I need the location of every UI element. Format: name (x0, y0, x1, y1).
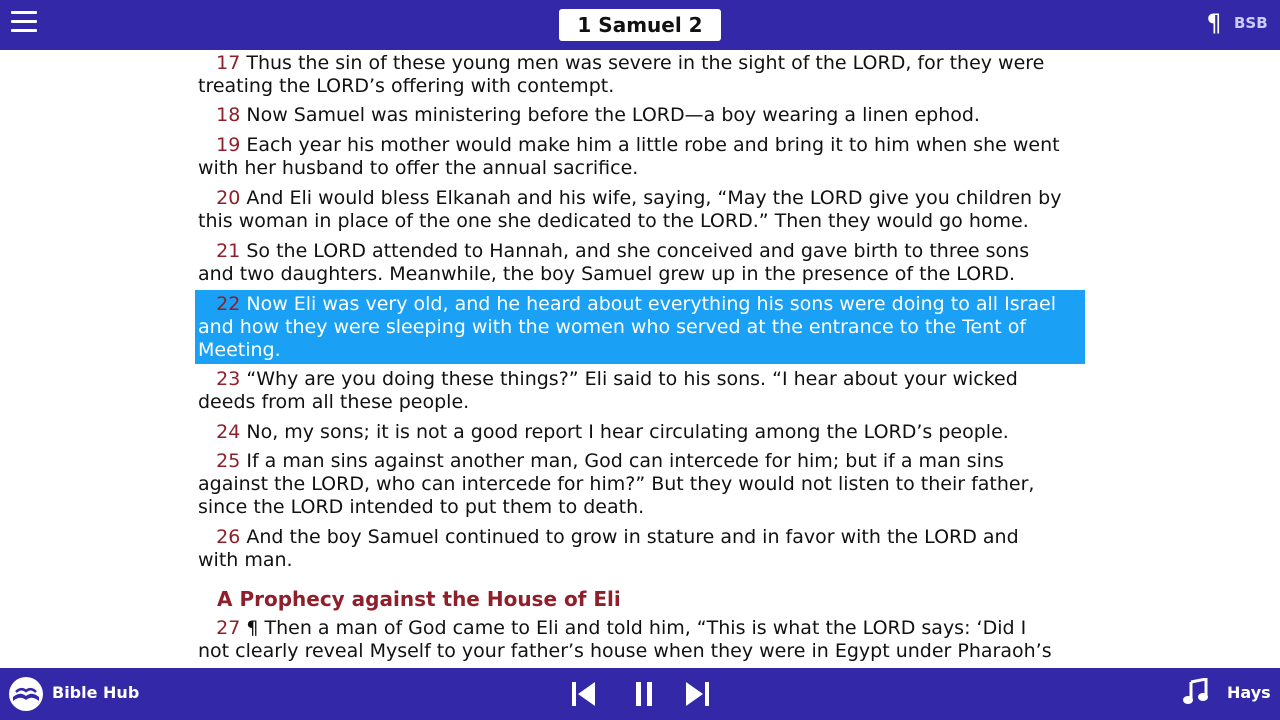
verse-text: Now Samuel was ministering before the LORD—a boy wearing a linen ephod. (240, 104, 980, 126)
verse-line: since the LORD intended to put them to death. (198, 496, 645, 518)
verse-line: not clearly reveal Myself to your father’s house when they were in Egypt under Pharaoh’s (198, 640, 1052, 662)
verse-number: 19 (216, 134, 241, 156)
verse-line (198, 526, 1082, 549)
bottom-bar (0, 668, 1280, 720)
verse-line: deeds from all these people. (198, 391, 470, 413)
music-note-icon[interactable] (1182, 678, 1208, 706)
verse-number: 27 (216, 617, 241, 639)
verse-line (198, 617, 1082, 640)
verse-number: 22 (216, 293, 241, 315)
verse-26[interactable] (195, 526, 1085, 572)
verse-text: “Why are you doing these things?” Eli said to his sons. “I hear about your wicked (240, 368, 1018, 390)
verse-number: 26 (216, 526, 241, 548)
verse-24[interactable] (195, 421, 1085, 444)
verse-line: with man. (198, 549, 293, 571)
verse-text: Each year his mother would make him a little robe and bring it to him when she went (240, 134, 1060, 156)
top-bar (0, 0, 1280, 50)
section-heading: A Prophecy against the House of Eli (217, 587, 621, 611)
verse-line (198, 450, 1082, 473)
verse-text: Now Eli was very old, and he heard about everything his sons were doing to all Israel (240, 293, 1057, 315)
verse-number: 18 (216, 104, 241, 126)
verse-line: Meeting. (198, 339, 281, 361)
verse-line: and two daughters. Meanwhile, the boy Samuel grew up in the presence of the LORD. (198, 263, 1016, 285)
verse-line: this woman in place of the one she dedicated to the LORD.” Then they would go home. (198, 210, 1029, 232)
verse-22-highlighted[interactable] (195, 290, 1085, 364)
verse-number: 24 (216, 421, 241, 443)
verse-text: So the LORD attended to Hannah, and she conceived and gave birth to three sons (240, 240, 1030, 262)
verse-20[interactable] (195, 187, 1085, 233)
chapter-text[interactable] (0, 50, 1280, 668)
verse-line (198, 187, 1082, 210)
version-selector-button[interactable]: BSB (1234, 14, 1268, 32)
verse-number: 23 (216, 368, 241, 390)
verse-19[interactable] (195, 134, 1085, 180)
verse-17[interactable] (195, 52, 1085, 98)
hamburger-menu-icon[interactable] (11, 11, 37, 33)
verse-18[interactable] (195, 104, 1085, 127)
chapter-title-button[interactable]: 1 Samuel 2 (559, 9, 721, 41)
verse-text: And Eli would bless Elkanah and his wife, saying, “May the LORD give you children by (240, 187, 1062, 209)
verse-21[interactable] (195, 240, 1085, 286)
verse-line: with her husband to offer the annual sacrifice. (198, 157, 639, 179)
verse-line (198, 52, 1082, 75)
verse-text: And the boy Samuel continued to grow in stature and in favor with the LORD and (240, 526, 1019, 548)
verse-line: treating the LORD’s offering with contempt. (198, 75, 615, 97)
verse-line (198, 134, 1082, 157)
verse-line: and how they were sleeping with the women who served at the entrance to the Tent of (198, 316, 1027, 338)
verse-25[interactable] (195, 450, 1085, 519)
verse-line: against the LORD, who can intercede for him?” But they would not listen to their father, (198, 473, 1035, 495)
verse-23[interactable] (195, 368, 1085, 414)
verse-line (198, 104, 1082, 127)
bible-hub-logo-icon[interactable] (8, 676, 44, 712)
narrator-selector[interactable]: Hays (1227, 683, 1271, 702)
verse-text: If a man sins against another man, God can intercede for him; but if a man sins (240, 450, 1004, 472)
verse-text: Thus the sin of these young men was severe in the sight of the LORD, for they were (240, 52, 1045, 74)
verse-27[interactable] (195, 617, 1085, 663)
verse-number: 21 (216, 240, 241, 262)
paragraph-toggle-button[interactable]: ¶ (1206, 9, 1222, 37)
skip-back-icon[interactable] (570, 680, 598, 708)
pause-icon[interactable] (630, 680, 658, 708)
verse-number: 17 (216, 52, 241, 74)
verse-line (198, 368, 1082, 391)
verse-line (198, 421, 1082, 444)
skip-forward-icon[interactable] (683, 680, 711, 708)
verse-line (198, 240, 1082, 263)
verse-text: No, my sons; it is not a good report I hear circulating among the LORD’s people. (240, 421, 1009, 443)
bible-hub-link[interactable]: Bible Hub (52, 683, 140, 702)
verse-number: 25 (216, 450, 241, 472)
verse-line (198, 293, 1082, 316)
verse-text: ¶ Then a man of God came to Eli and told him, “This is what the LORD says: ‘Did I (240, 617, 1027, 639)
verse-number: 20 (216, 187, 241, 209)
